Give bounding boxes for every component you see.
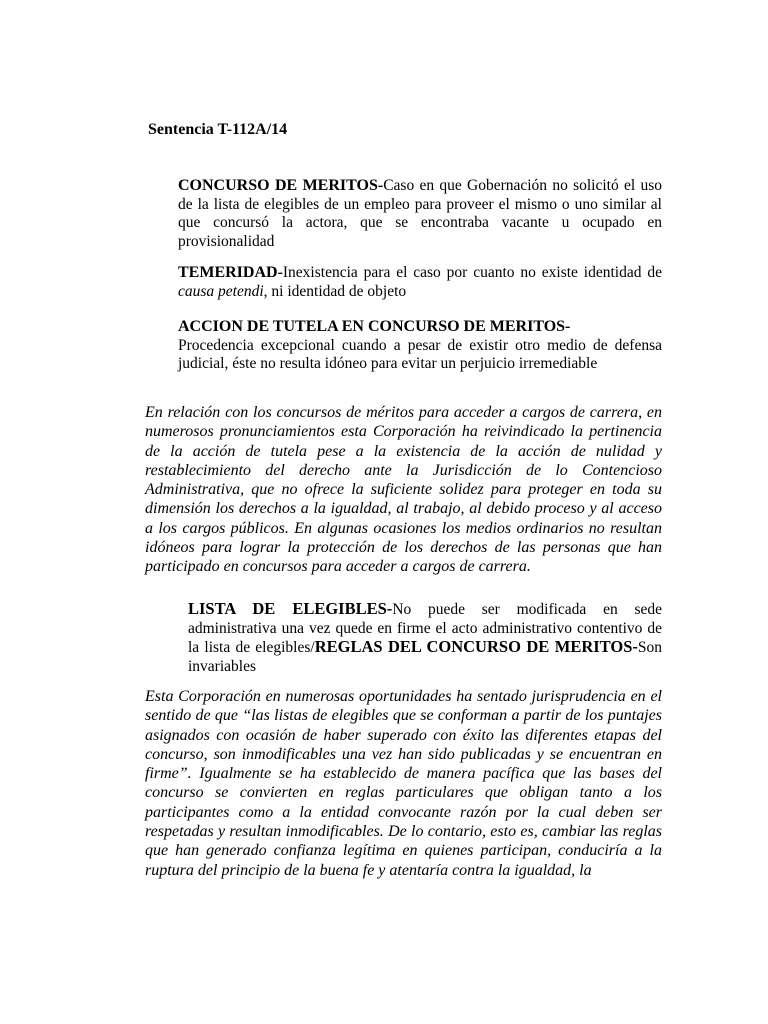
summary-heading: LISTA DE ELEGIBLES-: [188, 599, 393, 618]
summary-accion-de-tutela: [178, 318, 662, 374]
document-title: Sentencia T-112A/14: [148, 121, 288, 138]
summary-text-end: , ni identidad de objeto: [263, 282, 407, 300]
summary-heading-2: REGLAS DEL CONCURSO DE MERITOS-: [314, 637, 638, 656]
summary-concurso-de-meritos: [178, 177, 662, 251]
body-paragraph-1: En relación con los concursos de méritos para acceder a cargos de carrera, en numerosos pronunciamientos esta Corporación ha reivindicado la pertinencia de la acción de tutela pese a la existencia de la acción de nulidad y restablecimiento del derecho ante la Jurisdicción de lo Contencioso Administrativa, que no ofrece la suficiente solidez para proteger en toda su dimensión los derechos a la igualdad, al trabajo, al debido proceso y al acceso a los cargos públicos. En algunas ocasiones los medios ordinarios no resultan idóneos para lograr la protección de los derechos de las personas que han participado en concursos para acceder a cargos de carrera.: [145, 404, 662, 576]
summary-emphasis: causa petendi: [178, 282, 264, 300]
summary-temeridad: [178, 264, 662, 301]
summary-text: Inexistencia para el caso por cuanto no existe identidad de: [282, 264, 662, 281]
body-paragraph-2: Esta Corporación en numerosas oportunidades ha sentado jurisprudencia en el sentido de que “las listas de elegibles que se conforman a partir de los puntajes asignados con ocasión de haber superado con éxito las diferentes etapas del concurso, son inmodificables una vez han sido publicadas y se encuentran en firme”. Igualmente se ha establecido de manera pacífica que las bases del concurso se convierten en reglas particulares que obligan tanto a los participantes como a la entidad convocante razón por la cual deben ser respetadas y resultan inmodificables. De lo contario, esto es, cambiar las reglas que han generado confianza legítima en quienes participan, conduciría a la ruptura del principio de la buena fe y atentaría contra la igualdad, la: [145, 688, 662, 879]
summary-text: Caso en que Gobernación no solicitó el uso de la lista de elegibles de un empleo para proveer el mismo o uno similar al que concursó la actora, que se encontraba vacante u ocupado en provisionalidad: [178, 177, 662, 250]
summary-text: No puede ser modificada en sede administrativa una vez quede en firme el acto administrativo contentivo de la lista de elegibles/: [188, 601, 662, 656]
summary-text: Procedencia excepcional cuando a pesar de existir otro medio de defensa judicial, éste no resulta idóneo para evitar un perjuicio irremediable: [178, 336, 662, 372]
summary-heading: ACCION DE TUTELA EN CONCURSO DE MERITOS-: [178, 318, 571, 335]
summary-text-2: Son invariables: [188, 639, 663, 675]
summary-heading: TEMERIDAD-: [178, 264, 283, 281]
summary-lista-de-elegibles: [188, 600, 662, 676]
summary-heading: CONCURSO DE MERITOS-: [178, 177, 384, 194]
